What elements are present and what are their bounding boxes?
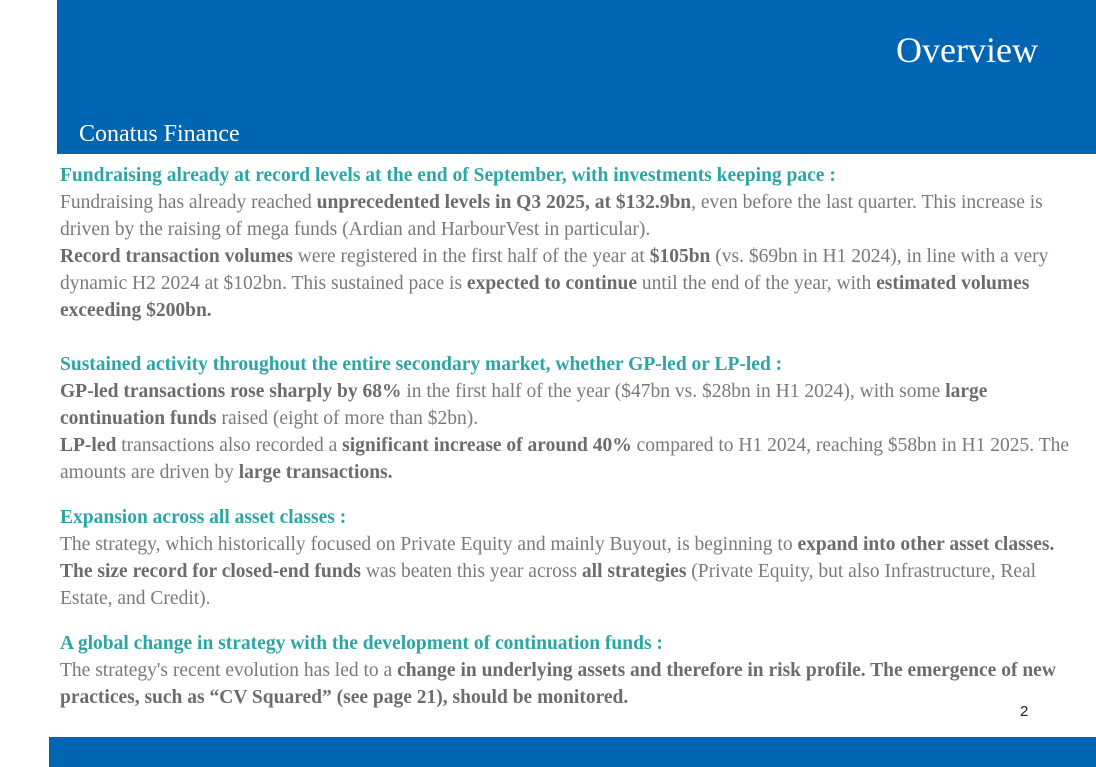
text-run: (Private Equity, but also Infrastructure, Real Estate, and Credit). [60,561,1037,609]
text-run: until the end of the year, with [636,273,877,294]
text-run: in the first half of the year ($47bn vs. $28bn in H1 2024), with some [401,381,946,402]
section-paragraph [60,432,1070,486]
text-run: transactions also recorded a [116,435,343,456]
page-number: 2 [1020,703,1029,720]
bold-text-run: unprecedented levels in Q3 2025, at $132.9bn [316,192,692,213]
bold-text-run: LP-led [60,435,117,456]
section-paragraph [60,378,1070,432]
section-strategy-change [60,630,1070,711]
brand-name: Conatus Finance [79,121,240,147]
section-paragraph [60,531,1070,612]
section-fundraising [60,162,1070,324]
bold-text-run: large continuation funds [60,381,988,429]
bold-text-run: large transactions. [238,462,393,483]
section-heading: Expansion across all asset classes : [60,507,347,528]
header-banner [57,0,1096,154]
page-title: Overview [896,30,1038,70]
bold-text-run: GP-led transactions rose sharply by 68% [60,381,402,402]
bold-text-run: $105bn [649,246,711,267]
bold-text-run: expected to continue [466,273,637,294]
section-heading: Fundraising already at record levels at the end of September, with investments keeping pace : [60,165,836,186]
footer-bar [49,737,1096,767]
bold-text-run: expand into other asset classes. The size record for closed-end funds [60,534,1055,582]
section-paragraph [60,657,1070,711]
section-heading: Sustained activity throughout the entire secondary market, whether GP-led or LP-led : [60,354,783,375]
content-body [60,162,1070,711]
bold-text-run: Record transaction volumes [60,246,293,267]
bold-text-run: change in underlying assets and therefore in risk profile. The emergence of new practices, such as “CV Squared” (see page 21), should be monitored. [60,660,1056,708]
text-run: raised (eight of more than $2bn). [216,408,479,429]
section-paragraph [60,189,1070,243]
text-run: , even before the last quarter. This increase is driven by the raising of mega funds (Ardian and HarbourVest in particular). [60,192,1043,240]
section-paragraph [60,243,1070,324]
bold-text-run: significant increase of around 40% [342,435,632,456]
text-run: (vs. $69bn in H1 2024), in line with a very dynamic H2 2024 at $102bn. This sustained pace is [60,246,1049,294]
text-run: were registered in the first half of the year at [292,246,650,267]
text-run: Fundraising has already reached [60,192,317,213]
bold-text-run: estimated volumes exceeding $200bn. [60,273,1030,321]
text-run: The strategy's recent evolution has led to a [60,660,398,681]
bold-text-run: all strategies [581,561,687,582]
section-heading: A global change in strategy with the development of continuation funds : [60,633,663,654]
text-run: was beaten this year across [360,561,582,582]
text-run: compared to H1 2024, reaching $58bn in H1 2025. The amounts are driven by [60,435,1069,483]
section-asset-classes [60,504,1070,612]
section-secondary-market [60,351,1070,486]
text-run: The strategy, which historically focused on Private Equity and mainly Buyout, is beginning to [60,534,798,555]
